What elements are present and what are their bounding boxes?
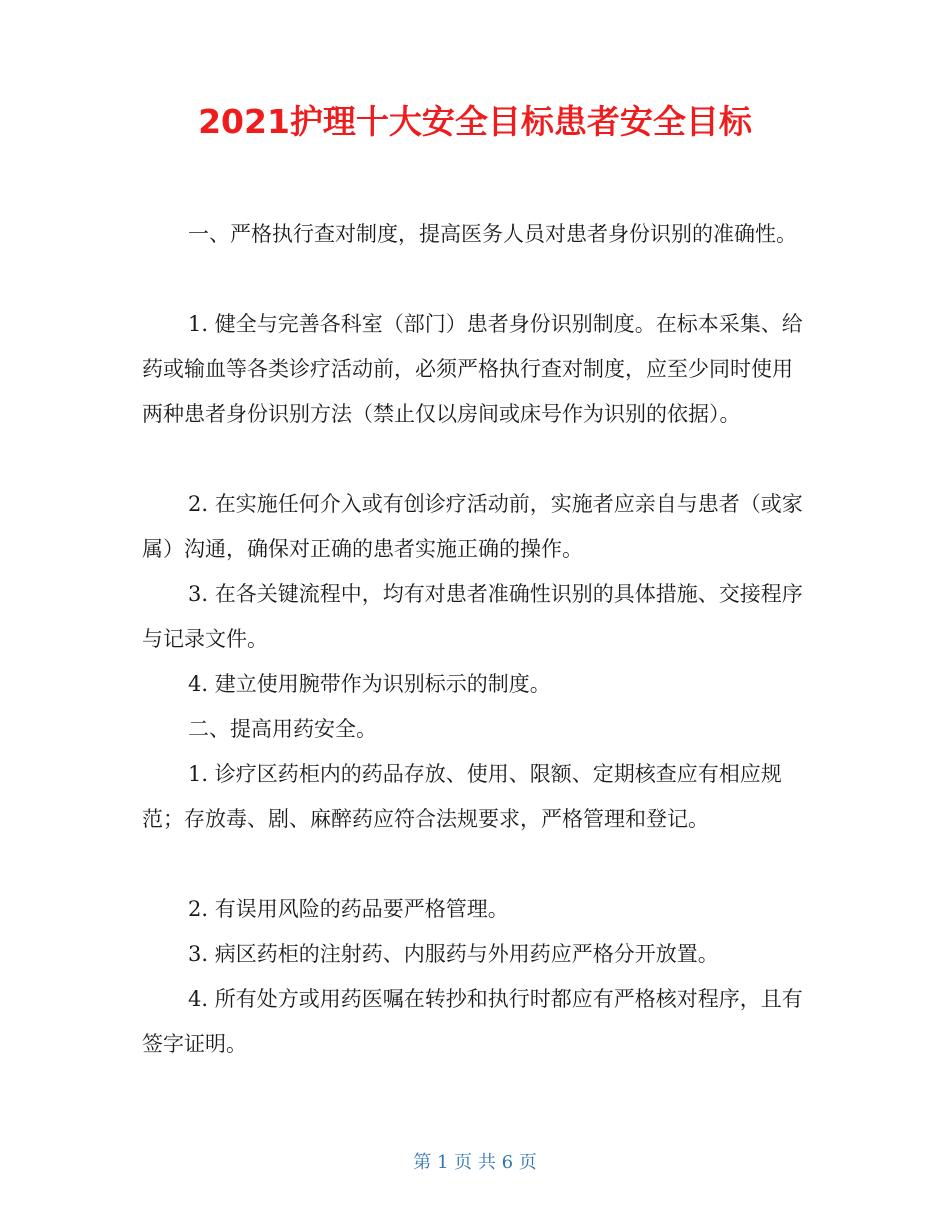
paragraph-item-2-3: 3. 病区药柜的注射药、内服药与外用药应严格分开放置。 bbox=[188, 942, 719, 966]
paragraph-section-1-heading: 一、严格执行查对制度，提高医务人员对患者身份识别的准确性。 bbox=[188, 222, 797, 246]
paragraph-item-1-2: 2. 在实施任何介入或有创诊疗活动前，实施者应亲自与患者（或家属）沟通，确保对正确的患者实施正确的操作。 bbox=[142, 492, 803, 561]
paragraph-item-1-3: 3. 在各关键流程中，均有对患者准确性识别的具体措施、交接程序与记录文件。 bbox=[142, 582, 803, 651]
paragraph-section-2-heading: 二、提高用药安全。 bbox=[188, 717, 377, 741]
paragraph-item-1-1: 1. 健全与完善各科室（部门）患者身份识别制度。在标本采集、给药或输血等各类诊疗活动前，必须严格执行查对制度，应至少同时使用两种患者身份识别方法（禁止仅以房间或床号作为识别的依据）。 bbox=[142, 312, 803, 426]
paragraph-item-2-4: 4. 所有处方或用药医嘱在转抄和执行时都应有严格核对程序，且有签字证明。 bbox=[142, 987, 803, 1056]
document-title: 2021护理十大安全目标患者安全目标 bbox=[198, 102, 752, 141]
paragraph-item-2-1: 1. 诊疗区药柜内的药品存放、使用、限额、定期核查应有相应规范；存放毒、剧、麻醉药应符合法规要求，严格管理和登记。 bbox=[142, 762, 782, 831]
paragraph-item-1-4: 4. 建立使用腕带作为识别标示的制度。 bbox=[188, 672, 551, 696]
paragraph-item-2-2: 2. 有误用风险的药品要严格管理。 bbox=[188, 897, 509, 921]
page-footer: 第 1 页 共 6 页 bbox=[413, 1152, 537, 1173]
